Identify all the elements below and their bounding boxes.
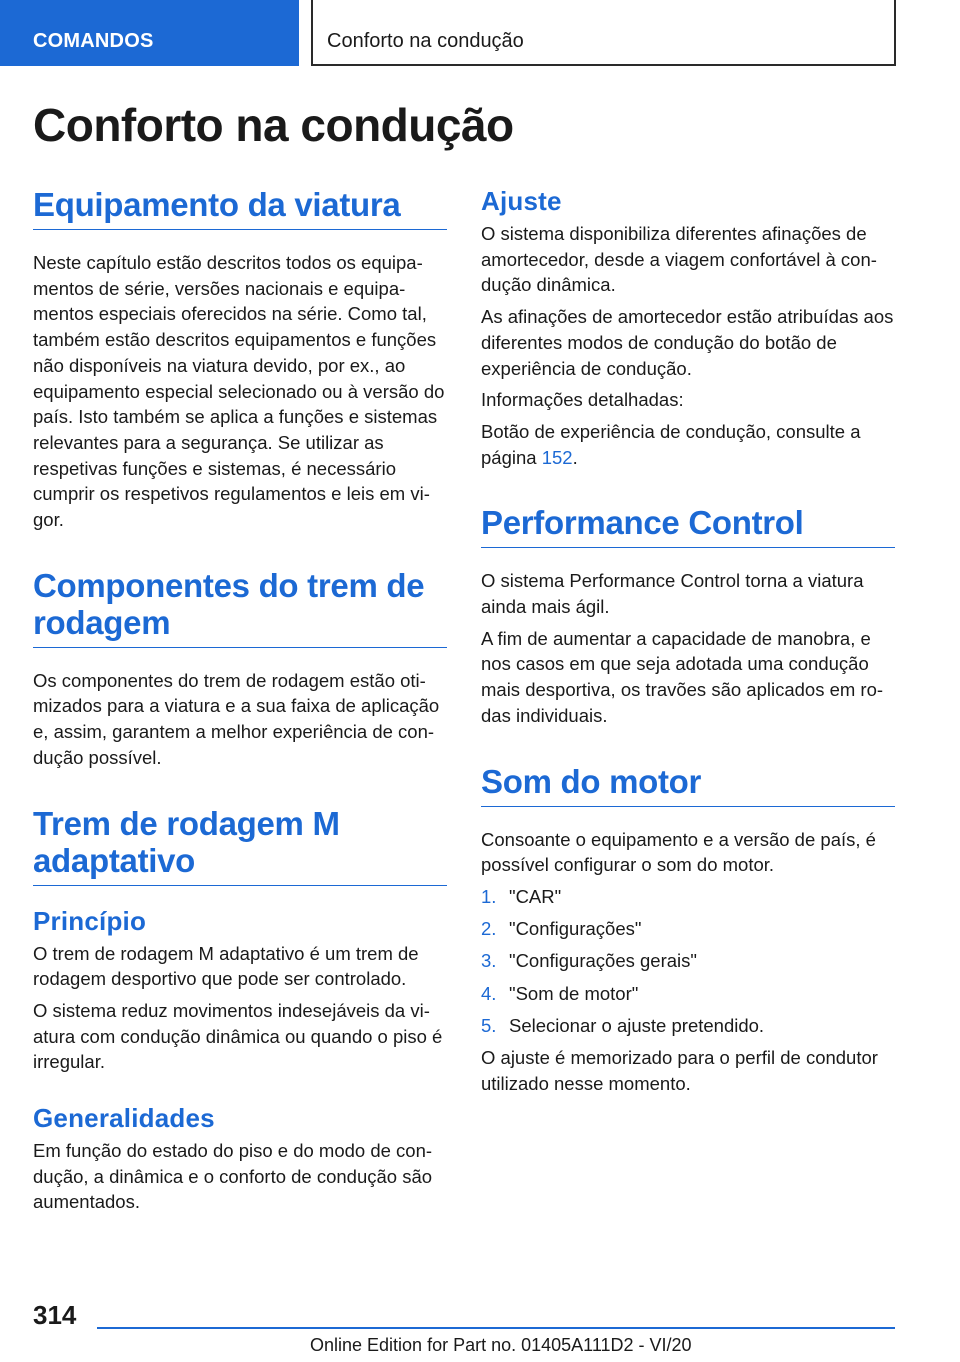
step-text: "CAR" bbox=[509, 885, 562, 907]
list-item bbox=[481, 884, 895, 910]
step-text: Selecionar o ajuste pretendido. bbox=[509, 1014, 765, 1036]
paragraph-ajuste-4 bbox=[481, 419, 895, 470]
step-number: 1. bbox=[481, 885, 497, 907]
page-link-152[interactable]: 152 bbox=[541, 446, 573, 468]
list-item bbox=[481, 1013, 895, 1039]
ajuste-4-prefix: Botão de experiência de condução, consulte a página bbox=[481, 420, 861, 468]
paragraph-ajuste-3: Informações detalhadas: bbox=[481, 389, 684, 411]
paragraph-som-1: Consoante o equipamento e a versão de país, é possível configurar o som do motor. bbox=[481, 828, 876, 876]
heading-performance: Performance Control bbox=[481, 504, 895, 548]
step-text: "Configurações" bbox=[509, 918, 642, 940]
page-title: Conforto na condução bbox=[33, 99, 514, 151]
paragraph-principio-1: O trem de rodagem M adaptativo é um trem de rodagem desportivo que pode ser controlado. bbox=[33, 942, 419, 990]
heading-equipamento: Equipamento da viatura bbox=[33, 186, 447, 230]
paragraph-componentes: Os componentes do trem de rodagem estão otimizados para a viatura e a sua faixa de aplicação e, assim, garantem a melhor experiência de condução possível. bbox=[33, 669, 440, 768]
footer-edition: Online Edition for Part no. 01405A111D2 - VI/20 bbox=[310, 1335, 692, 1355]
subheading-ajuste: Ajuste bbox=[481, 186, 562, 216]
paragraph-ajuste-1: O sistema disponibiliza diferentes afinações de amortecedor, desde a viagem confortável à condução dinâmica. bbox=[481, 223, 877, 296]
step-text: "Som de motor" bbox=[509, 982, 639, 1004]
list-item bbox=[481, 916, 895, 942]
right-column bbox=[481, 186, 895, 1102]
step-text: "Configurações gerais" bbox=[509, 950, 697, 972]
step-number: 3. bbox=[481, 950, 497, 972]
page-number: 314 bbox=[33, 1300, 77, 1330]
paragraph-performance-1: O sistema Performance Control torna a viatura ainda mais ágil. bbox=[481, 570, 864, 618]
paragraph-som-2: O ajuste é memorizado para o perfil de condutor utilizado nesse momento. bbox=[481, 1046, 878, 1094]
list-item bbox=[481, 981, 895, 1007]
subheading-principio: Princípio bbox=[33, 905, 147, 936]
left-column bbox=[33, 186, 447, 1221]
heading-componentes: Componentes do trem de rodagem bbox=[33, 567, 447, 648]
heading-som: Som do motor bbox=[481, 763, 895, 807]
step-number: 4. bbox=[481, 982, 497, 1004]
chapter-tab[interactable]: Conforto na condução bbox=[311, 0, 896, 66]
footer-divider bbox=[97, 1327, 895, 1329]
page-header bbox=[0, 0, 960, 66]
list-item bbox=[481, 948, 895, 974]
heading-trem-adaptativo: Trem de rodagem M adaptativo bbox=[33, 805, 447, 886]
paragraph-equipamento: Neste capítulo estão descritos todos os equipamentos de série, versões nacionais e equipamentos especiais oferecidos na série. Como tal, também estão descritos equipamentos e funções não disponíveis na viatura devido, por ex., ao equipamento especial selecionado ou à versão do país. Isto também se aplica a funções e sistemas relevantes para a segurança. Se utilizar as respetivas funções e sistemas, é necessário cumprir os respetivos regulamentos e leis em vigor. bbox=[33, 252, 445, 531]
step-number: 5. bbox=[481, 1014, 497, 1036]
step-number: 2. bbox=[481, 918, 497, 940]
section-tab[interactable]: COMANDOS bbox=[0, 0, 299, 66]
steps-list bbox=[481, 884, 895, 1039]
paragraph-principio-2: O sistema reduz movimentos indesejáveis da viatura com condução dinâmica ou quando o piso é irregular. bbox=[33, 999, 443, 1073]
paragraph-generalidades: Em função do estado do piso e do modo de condução, a dinâmica e o conforto de condução são aumentados. bbox=[33, 1140, 433, 1213]
ajuste-4-suffix: . bbox=[572, 446, 578, 468]
paragraph-ajuste-2: As afinações de amortecedor estão atribuídas aos diferentes modos de condução do botão de experiência de condução. bbox=[481, 306, 894, 379]
paragraph-performance-2: A fim de aumentar a capacidade de manobra, e nos casos em que seja adotada uma condução mais desportiva, os travões são aplicados em rodas individuais. bbox=[481, 627, 884, 726]
subheading-generalidades: Generalidades bbox=[33, 1103, 215, 1134]
